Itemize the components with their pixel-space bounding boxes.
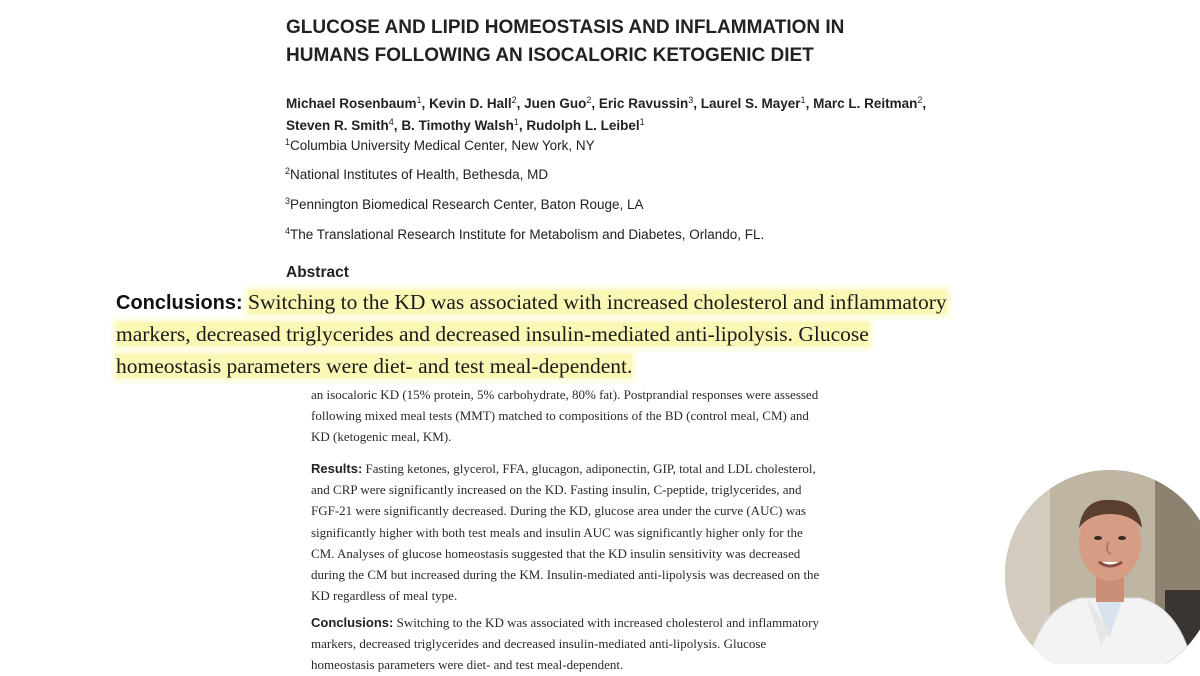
text-line: FGF-21 were significantly decreased. During the KD, glucose area under the curve (AUC) was [311, 503, 806, 519]
text-line: KD regardless of meal type. [311, 588, 458, 604]
author: Laurel S. Mayer$^1$, [700, 95, 814, 111]
author: Marc L. Reitman$^2$, [813, 95, 927, 111]
highlighted-text: homeostasis parameters were diet- and test meal-dependent. [116, 354, 633, 378]
results-paragraph [311, 458, 891, 606]
conclusions-label: Conclusions: [311, 615, 394, 630]
abstract-heading: Abstract [286, 264, 349, 281]
results-label: Results: [311, 461, 363, 476]
author: Michael Rosenbaum$^1$, [286, 95, 430, 111]
presenter-video-frame [1005, 470, 1200, 664]
text-line: significantly higher with both test meals and insulin AUC was significantly higher only for the [311, 524, 803, 540]
highlight-line-3 [116, 352, 632, 381]
author: Juen Guo$^2$, [524, 95, 599, 111]
highlight-line-1 [116, 288, 947, 317]
text-line: during the CM but increased during the KM. Insulin-mediated anti-lipolysis was decreased on the [311, 567, 820, 583]
text-line: and CRP were significantly increased on the KD. Fasting insulin, C-peptide, triglycerides, and [311, 482, 802, 498]
paper-title [286, 14, 1006, 70]
highlight-label: Conclusions: [116, 292, 243, 314]
presenter-webcam [1005, 470, 1200, 664]
title-line-1: GLUCOSE AND LIPID HOMEOSTASIS AND INFLAMMATION IN [286, 17, 845, 38]
highlighted-text: markers, decreased triglycerides and decreased insulin-mediated anti-lipolysis. Glucose [116, 322, 869, 346]
affiliation: $^4$The Translational Research Institute for Metabolism and Diabetes, Orlando, FL. [285, 226, 765, 242]
conclusions-paragraph [311, 612, 891, 676]
title-line-2: HUMANS FOLLOWING AN ISOCALORIC KETOGENIC DIET [286, 45, 814, 66]
author: B. Timothy Walsh$^1$, [401, 117, 527, 133]
affiliation: $^2$National Institutes of Health, Bethesda, MD [285, 166, 549, 182]
text-line: CM. Analyses of glucose homeostasis suggested that the KD insulin sensitivity was decreased [311, 545, 801, 561]
methods-paragraph [311, 384, 891, 448]
text-line: Results: Fasting ketones, glycerol, FFA, glucagon, adiponectin, GIP, total and LDL cholesterol, [311, 461, 816, 476]
author: Steven R. Smith$^4$, [286, 117, 402, 133]
affiliation: $^1$Columbia University Medical Center, New York, NY [285, 137, 595, 153]
author: Eric Ravussin$^3$, [598, 95, 701, 111]
text-line: homeostasis parameters were diet- and test meal-dependent. [311, 657, 624, 673]
text-line: markers, decreased triglycerides and decreased insulin-mediated anti-lipolysis. Glucose [311, 636, 767, 652]
author: Kevin D. Hall$^2$, [429, 95, 525, 111]
highlighted-text: Switching to the KD was associated with increased cholesterol and inflammatory [248, 290, 947, 314]
text-line: Conclusions: Switching to the KD was associated with increased cholesterol and inflammatory [311, 615, 819, 630]
highlight-line-2 [116, 320, 869, 349]
webcam-circle [1005, 470, 1200, 664]
author: Rudolph L. Leibel$^1$ [526, 117, 645, 133]
text-line: KD (ketogenic meal, KM). [311, 429, 452, 445]
text-line: an isocaloric KD (15% protein, 5% carbohydrate, 80% fat). Postprandial responses were assessed [311, 387, 819, 402]
text-line: following mixed meal tests (MMT) matched to compositions of the BD (control meal, CM) and [311, 408, 809, 424]
author-list [286, 91, 966, 135]
affiliation: $^3$Pennington Biomedical Research Center, Baton Rouge, LA [285, 196, 644, 212]
